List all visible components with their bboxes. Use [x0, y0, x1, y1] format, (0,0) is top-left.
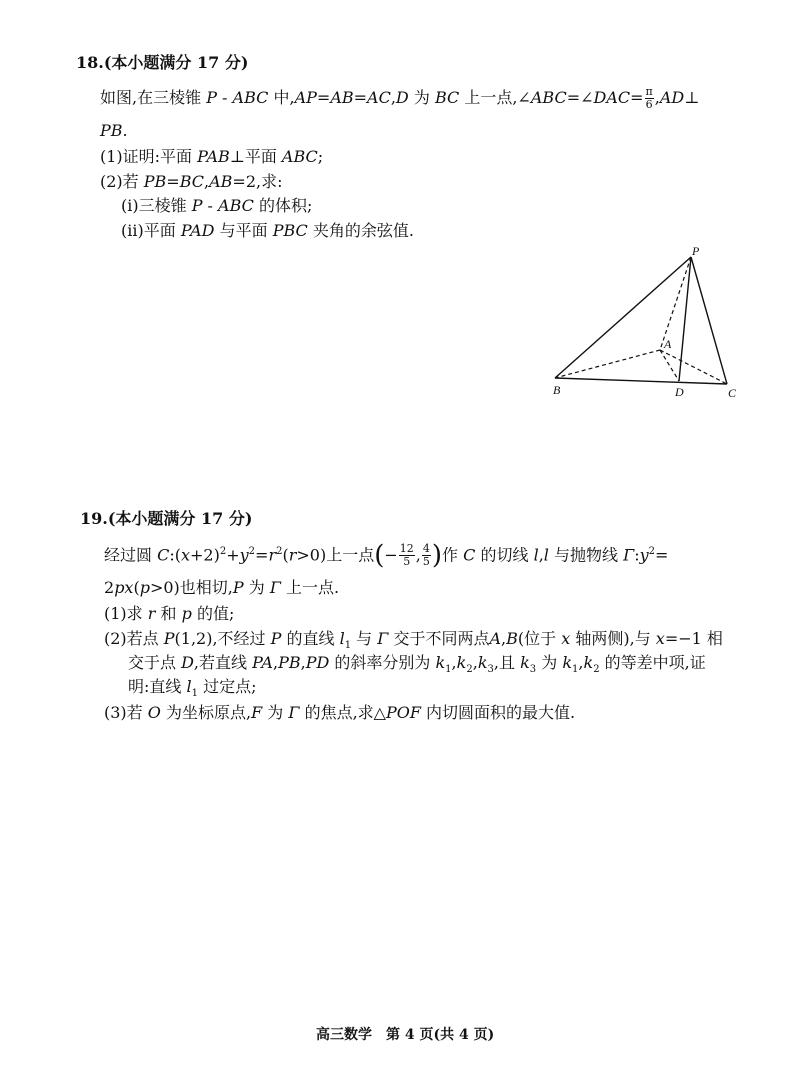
q19-text: 为坐标原点,	[160, 703, 252, 722]
q19-text: :	[634, 545, 640, 565]
q19-var: l	[186, 677, 192, 696]
fraction-12-5	[399, 543, 415, 568]
q18-number: 18.	[76, 53, 104, 72]
q18-var: AD	[659, 88, 685, 107]
q19-text: ,且	[493, 653, 521, 672]
edge-BC	[555, 378, 727, 384]
q19-var: P	[270, 629, 282, 648]
q19-text: 明:直线	[128, 677, 187, 696]
q18-var: AB	[330, 88, 354, 107]
q19-subscript: 3	[529, 664, 537, 676]
q19-var: Γ	[288, 703, 300, 722]
q18-var: PB	[100, 121, 123, 140]
q18-var: ABC	[281, 147, 318, 166]
q19-text: (1,2),不经过	[174, 629, 271, 648]
q18-text: =	[630, 88, 644, 107]
q18-text: ,	[204, 172, 210, 191]
q18-var: PAB	[197, 147, 230, 166]
fraction-numerator: π	[645, 85, 653, 98]
q18-text: 上一点,∠	[459, 88, 531, 107]
q19-var: D	[181, 653, 194, 672]
fraction-numerator: 12	[399, 542, 414, 556]
q18-text: 中,	[268, 88, 295, 107]
fraction-numerator: 4	[422, 542, 430, 556]
q18-part-2-i	[121, 195, 312, 217]
q18-var: ABC	[232, 88, 269, 107]
fraction-denominator: 5	[403, 555, 411, 569]
q19-var: r	[268, 545, 277, 565]
q19-text: =−1 相	[664, 629, 723, 648]
q18-text: ,	[390, 88, 396, 107]
q19-text: 为	[262, 703, 289, 722]
q18-var: ABC	[218, 196, 254, 215]
q19-text: ,	[578, 653, 584, 672]
q19-text: 2	[104, 578, 115, 597]
q18-var: BC	[179, 172, 204, 191]
q19-text: =	[255, 545, 269, 565]
edge-PB	[555, 257, 691, 378]
q18-text: -	[202, 196, 219, 215]
q19-var: k	[477, 653, 488, 672]
q19-text: ,	[451, 653, 457, 672]
edge-PA	[660, 257, 691, 350]
q18-text: 夹角的余弦值.	[307, 221, 414, 240]
q19-part-1	[104, 603, 234, 625]
q18-var: AB	[209, 172, 233, 191]
q18-text: 的体积;	[253, 196, 313, 215]
fraction-4-5	[422, 543, 431, 568]
q19-part-2-line3	[128, 676, 256, 705]
q19-var: Γ	[377, 629, 389, 648]
q18-var: BC	[434, 88, 460, 107]
q19-score: (本小题满分 17 分)	[107, 509, 253, 528]
q19-text: (	[282, 545, 289, 565]
q19-subscript: 1	[572, 664, 579, 676]
q19-text: 和	[155, 604, 182, 623]
q19-subscript: 1	[191, 688, 198, 700]
q18-text: .	[122, 121, 128, 140]
q19-text: (位于	[517, 629, 562, 648]
q19-var: PA	[252, 653, 273, 672]
q19-text: =	[655, 545, 669, 565]
q19-text: 过定点;	[197, 677, 257, 696]
label-B: B	[553, 383, 561, 397]
q19-var: F	[251, 703, 263, 722]
q19-var: k	[562, 653, 573, 672]
q19-text: 交于不同两点	[388, 629, 490, 648]
q19-exponent: 2	[219, 546, 227, 557]
q19-exponent: 2	[248, 546, 256, 557]
edge-PC	[691, 257, 727, 384]
q18-var: ABC	[530, 88, 567, 107]
q19-var: A	[489, 629, 502, 648]
q19-text: ,	[538, 545, 544, 565]
edge-AC	[660, 350, 727, 384]
q18-text: (i)三棱锥	[121, 196, 192, 215]
q19-exponent: 2	[276, 546, 283, 557]
q18-score: (本小题满分 17 分)	[103, 53, 249, 72]
q19-text: >0)上一点	[296, 545, 375, 565]
q19-subscript: 1	[445, 664, 452, 676]
q18-text: ⊥平面	[229, 147, 282, 166]
q18-text: ⊥	[684, 88, 700, 107]
q19-text: 的斜率分别为	[329, 653, 436, 672]
q19-text: +	[226, 545, 240, 565]
q19-var: C	[463, 545, 476, 565]
q19-text: 轴两侧),与	[570, 629, 656, 648]
q19-text: ,	[300, 653, 306, 672]
q19-var: Γ	[623, 545, 635, 565]
q19-text: >0)也相切,	[149, 578, 233, 597]
q19-var: PB	[278, 653, 301, 672]
q19-text: 内切圆面积的最大值.	[420, 703, 576, 722]
label-D: D	[675, 385, 684, 399]
q19-subscript: 2	[466, 664, 473, 676]
q19-stem-line1	[104, 540, 669, 571]
q18-text: 为	[408, 88, 435, 107]
q18-var: AC	[367, 88, 391, 107]
q19-var: r	[147, 604, 156, 623]
edge-AD	[660, 350, 679, 381]
label-P: P	[692, 244, 700, 258]
q18-stem-line2	[100, 120, 128, 142]
q18-text: (2)若	[100, 172, 144, 191]
fraction-denominator: 5	[422, 555, 430, 569]
q19-text: :(	[169, 545, 181, 565]
q19-text: 的等差中项,证	[599, 653, 706, 672]
q19-part-3	[104, 702, 575, 724]
q18-text: 与平面	[214, 221, 273, 240]
q19-subscript: 3	[487, 664, 494, 676]
fraction-denominator: 6	[645, 98, 653, 111]
edge-PD	[679, 257, 691, 381]
q18-text: ;	[317, 147, 324, 166]
q19-var: y	[639, 545, 649, 565]
q19-subscript: 2	[593, 664, 600, 676]
q19-text: 为	[243, 578, 270, 597]
q19-var: px	[114, 578, 134, 597]
q18-part-2	[100, 171, 282, 193]
q19-text: ,	[272, 653, 279, 672]
q19-var: l	[533, 545, 539, 565]
q18-header	[76, 52, 248, 74]
q19-text: (2)若点	[104, 629, 164, 648]
q19-var: O	[147, 703, 161, 722]
pi-over-6-fraction	[645, 86, 654, 111]
q19-text: +2)	[190, 545, 220, 565]
q18-text: =2,求:	[232, 172, 283, 191]
q19-text: ,若直线	[193, 653, 253, 672]
q19-var: y	[239, 545, 249, 565]
q19-text: 上一点.	[280, 578, 340, 597]
label-C: C	[728, 386, 737, 400]
q19-var: r	[288, 545, 297, 565]
q18-var: P	[206, 88, 217, 107]
q19-number: 19.	[80, 509, 108, 528]
q19-text: 与抛物线	[548, 545, 624, 565]
q19-var: l	[543, 545, 549, 565]
q19-var: k	[583, 653, 594, 672]
q19-big-paren: (	[374, 540, 385, 571]
q19-var: x	[561, 629, 571, 648]
q19-var: B	[506, 629, 518, 648]
q18-text: (ii)平面	[121, 221, 181, 240]
q18-text: =	[316, 88, 331, 107]
q19-var: l	[339, 629, 345, 648]
q19-var: P	[163, 629, 175, 648]
q18-text: -	[216, 88, 233, 107]
q18-text: =	[166, 172, 180, 191]
edge-AB	[555, 350, 660, 378]
q19-subscript: 1	[344, 640, 352, 652]
q18-stem-line1	[100, 86, 699, 111]
q18-var: PBC	[272, 221, 308, 240]
q19-text: 经过圆	[104, 545, 158, 565]
page-footer: 高三数学 第 4 页(共 4 页)	[316, 1027, 495, 1043]
q19-var: x	[655, 629, 665, 648]
q18-var: PAD	[180, 221, 215, 240]
q19-text: −	[384, 545, 398, 565]
q19-text: (	[133, 578, 140, 597]
q18-var: P	[191, 196, 203, 215]
q19-var: k	[435, 653, 446, 672]
q18-part-2-ii	[121, 220, 414, 242]
q19-stem-line2	[104, 577, 339, 599]
q18-text: =	[353, 88, 368, 107]
q19-var: k	[456, 653, 467, 672]
q19-text: ,	[472, 653, 478, 672]
q19-text: (1)求	[104, 604, 148, 623]
q18-var: AP	[294, 88, 317, 107]
q18-text: (1)证明:平面	[100, 147, 198, 166]
q19-text: 作	[442, 545, 464, 565]
q19-text: ,	[415, 545, 421, 565]
q18-var: PB	[143, 172, 167, 191]
q19-var: Γ	[269, 578, 281, 597]
q19-text: 的直线	[281, 629, 340, 648]
q19-header	[80, 508, 252, 530]
q19-var: p	[139, 578, 150, 597]
q19-var: p	[181, 604, 192, 623]
label-A: A	[664, 337, 672, 351]
q19-text: ,	[501, 629, 507, 648]
q19-text: 的值;	[191, 604, 235, 623]
q19-big-paren: )	[431, 540, 443, 571]
q18-text: 如图,在三棱锥	[100, 88, 207, 107]
q18-var: D	[395, 88, 409, 107]
q19-text: 的焦点,求△	[299, 703, 386, 722]
q18-text: =∠	[566, 88, 594, 107]
q19-var: PD	[305, 653, 330, 672]
q19-text: 与	[351, 629, 378, 648]
q19-var: x	[180, 545, 191, 565]
q18-part-1	[100, 146, 323, 168]
q19-text: 的切线	[475, 545, 534, 565]
q19-var: P	[232, 578, 244, 597]
q19-exponent: 2	[648, 546, 656, 557]
q19-var: C	[157, 545, 170, 565]
q19-var: POF	[385, 703, 421, 722]
q19-var: k	[520, 653, 530, 672]
q19-text: 为	[536, 653, 563, 672]
q18-text: ,	[654, 88, 660, 107]
q19-text: (3)若	[104, 703, 148, 722]
q18-var: DAC	[593, 88, 631, 107]
q19-text: 交于点	[128, 653, 182, 672]
